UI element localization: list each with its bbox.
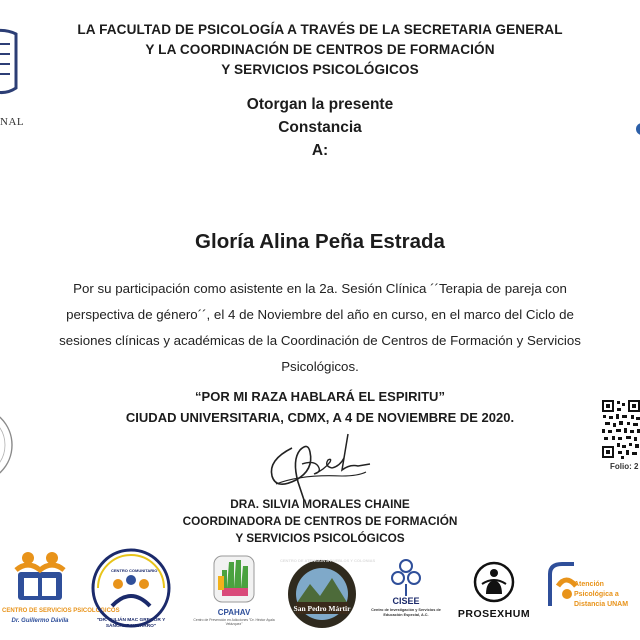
cc-subtitle: "DR. JULIÁN MAC GREGOR Y SÁNCHEZ NAVARRO" — [96, 618, 166, 629]
folio-label: Folio: 2 — [610, 462, 639, 471]
csp-subtitle: Dr. Guillermo Dávila — [11, 618, 69, 624]
body-paragraph: Por su participación como asistente en la 2a. Sesión Clínica ´´Terapia de pareja con perspectiva de género´´, el 4 de Noviembre del año en curso, en el marco del Ciclo de sesiones clínicas y académicas de la Coordinación de Centros de Formación y Servicios Psicológicos. — [59, 281, 581, 374]
csp-logo — [2, 548, 120, 640]
place-date-line: CIUDAD UNIVERSITARIA, CDMX, A 4 DE NOVIEMBRE DE 2020. — [125, 410, 515, 425]
cisee-logo — [366, 556, 446, 640]
left-seal-text: NAL — [0, 116, 25, 128]
cpahav-subtitle: Centro de Prevención en Adicciones "Dr. Héctor Ayala Velázquez" — [193, 618, 275, 626]
grant-block — [0, 93, 640, 162]
cisee-emblem-icon — [366, 556, 446, 598]
signer-name: DRA. SILVIA MORALES CHAINE — [230, 497, 410, 511]
spm-arc-text: CENTRO DE ATENCIÓN A PUEBLOS Y COLONIAS — [280, 558, 376, 563]
grant-line-3: A: — [311, 142, 329, 159]
header-line-3: Y SERVICIOS PSICOLÓGICOS — [221, 62, 419, 77]
signer-title-2: Y SERVICIOS PSICOLÓGICOS — [235, 531, 405, 545]
prosexhum-title: PROSEXHUM — [457, 608, 531, 620]
header-line-1: LA FACULTAD DE PSICOLOGÍA A TRAVÉS DE LA SECRETARIA GENERAL — [77, 22, 563, 37]
cisee-title: CISEE — [392, 596, 420, 606]
cc-logo — [88, 548, 174, 640]
motto-line: “POR MI RAZA HABLARÁ EL ESPIRITU” — [195, 389, 445, 404]
logo-strip — [0, 548, 640, 640]
csp-emblem-icon — [4, 548, 76, 606]
left-circle-seal-icon — [0, 405, 14, 485]
apd-title: Atención Psicológica a Distancia UNAM — [574, 581, 629, 608]
cc-title: CENTRO COMUNITARIO — [111, 568, 158, 573]
motto-block — [0, 386, 640, 428]
csp-title: CENTRO DE SERVICIOS PSICOLÓGICOS — [2, 608, 120, 614]
cpahav-logo — [192, 552, 276, 640]
qr-code-icon — [601, 399, 640, 461]
cpahav-hand-icon — [192, 552, 276, 608]
cpahav-title: CPAHAV — [217, 608, 251, 617]
prosexhum-logo — [448, 560, 540, 640]
spm-logo — [280, 556, 376, 640]
spm-title: San Pedro Mártir — [293, 604, 351, 613]
prosexhum-emblem-icon — [448, 560, 540, 606]
grant-line-2: Constancia — [278, 119, 362, 136]
apd-logo — [544, 560, 640, 640]
signer-title-1: COORDINADORA DE CENTROS DE FORMACIÓN — [182, 514, 458, 528]
signature — [262, 430, 372, 502]
grant-line-1: Otorgan la presente — [246, 96, 394, 113]
header-line-2: Y LA COORDINACIÓN DE CENTROS DE FORMACIÓN — [145, 42, 495, 57]
header — [0, 20, 640, 80]
recipient-name: Gloría Alina Peña Estrada — [195, 230, 445, 253]
spm-emblem-icon — [280, 556, 376, 630]
cisee-subtitle: Centro de Investigación y Servicios de Educación Especial, A.C. — [371, 608, 441, 617]
signer-block — [0, 496, 640, 547]
